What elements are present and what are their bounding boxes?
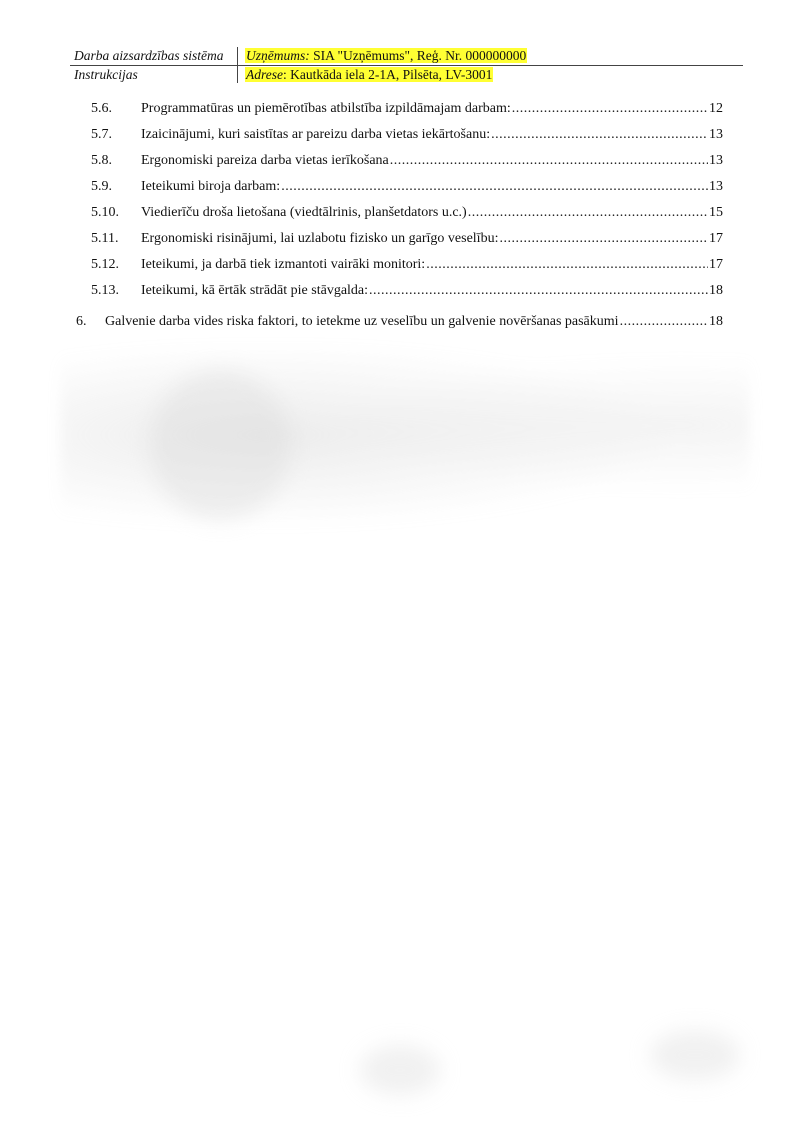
blurred-footer-right xyxy=(650,1030,740,1080)
toc-entry[interactable] xyxy=(91,124,723,146)
address-label: Adrese xyxy=(246,67,283,82)
toc-leader xyxy=(390,150,708,172)
blurred-shape xyxy=(150,370,290,520)
toc-page: 12 xyxy=(709,101,723,116)
toc-page: 17 xyxy=(709,257,723,272)
toc-page: 15 xyxy=(709,205,723,220)
toc-entry[interactable] xyxy=(91,228,723,250)
toc-entry[interactable] xyxy=(76,311,723,333)
toc-entry[interactable] xyxy=(91,280,723,302)
toc-leader xyxy=(512,98,708,120)
toc-page: 13 xyxy=(709,127,723,142)
toc-number: 5.8. xyxy=(91,153,112,168)
toc-number: 5.13. xyxy=(91,283,119,298)
toc-leader xyxy=(281,176,708,198)
toc-page: 18 xyxy=(709,314,723,329)
toc-page: 13 xyxy=(709,153,723,168)
toc-leader xyxy=(369,280,708,302)
toc-leader xyxy=(468,202,708,224)
toc-entry[interactable] xyxy=(91,98,723,120)
toc-title: Viedierīču droša lietošana (viedtālrinis, planšetdators u.c.) xyxy=(141,205,467,220)
toc-entry[interactable] xyxy=(91,150,723,172)
toc-title: Ieteikumi, ja darbā tiek izmantoti vairāki monitori: xyxy=(141,257,426,272)
page-header xyxy=(70,47,743,83)
toc-title: Galvenie darba vides riska faktori, to ietekme uz veselību un galvenie novēršanas pasākumi xyxy=(105,314,619,329)
company-label: Uzņēmums: xyxy=(246,48,310,63)
header-section-name: Instrukcijas xyxy=(74,67,138,82)
toc-number: 5.7. xyxy=(91,127,112,142)
toc-number: 5.12. xyxy=(91,257,119,272)
toc-number: 6. xyxy=(76,314,87,329)
toc-entry[interactable] xyxy=(91,202,723,224)
toc-leader xyxy=(426,254,708,276)
toc-page: 18 xyxy=(709,283,723,298)
toc-number: 5.11. xyxy=(91,231,119,246)
toc-number: 5.6. xyxy=(91,101,112,116)
toc-title: Programmatūras un piemērotības atbilstība izpildāmajam darbam: xyxy=(141,101,511,116)
toc-number: 5.10. xyxy=(91,205,119,220)
toc-title: Ergonomiski risinājumi, lai uzlabotu fizisko un garīgo veselību: xyxy=(141,231,499,246)
toc-title: Ieteikumi biroja darbam: xyxy=(141,179,281,194)
address-value: : Kautkāda iela 2-1A, Pilsēta, LV-3001 xyxy=(283,67,493,82)
header-divider xyxy=(237,47,238,83)
header-address xyxy=(245,66,493,84)
toc-title: Ieteikumi, kā ērtāk strādāt pie stāvgalda: xyxy=(141,283,369,298)
toc-leader xyxy=(491,124,708,146)
toc-title: Ergonomiski pareiza darba vietas ierīkošana xyxy=(141,153,389,168)
header-system-name: Darba aizsardzības sistēma xyxy=(74,48,224,63)
header-row-1 xyxy=(70,47,743,66)
blurred-footer-left xyxy=(360,1045,440,1095)
toc-entry[interactable] xyxy=(91,254,723,276)
header-row-2 xyxy=(70,66,743,84)
toc-leader xyxy=(620,311,708,333)
toc-page: 13 xyxy=(709,179,723,194)
toc-leader xyxy=(499,228,708,250)
toc-title: Izaicinājumi, kuri saistītas ar pareizu darba vietas iekārtošanu: xyxy=(141,127,491,142)
toc-page: 17 xyxy=(709,231,723,246)
company-value: SIA "Uzņēmums", Reģ. Nr. 000000000 xyxy=(309,48,527,63)
toc-entry[interactable] xyxy=(91,176,723,198)
toc-number: 5.9. xyxy=(91,179,112,194)
header-company xyxy=(245,47,527,65)
